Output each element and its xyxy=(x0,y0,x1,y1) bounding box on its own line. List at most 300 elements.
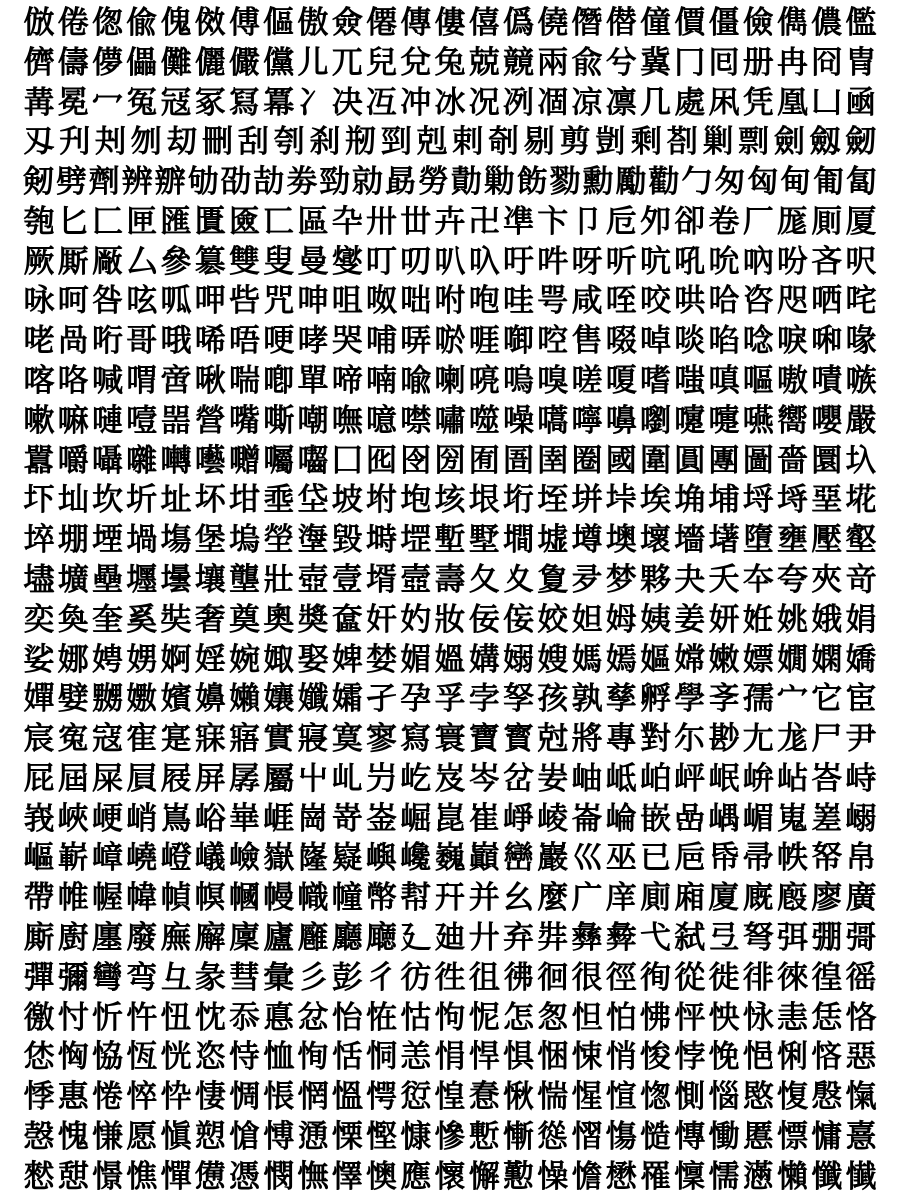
character-glyph: 忖 xyxy=(57,999,89,1036)
character-glyph: 娥 xyxy=(811,601,843,638)
character-glyph: 寃 xyxy=(57,721,89,758)
character-glyph: 吽 xyxy=(537,243,569,280)
character-glyph: 帑 xyxy=(811,840,843,877)
character-glyph: 實 xyxy=(263,721,295,758)
character-glyph: 恟 xyxy=(57,1039,89,1076)
character-glyph: 悋 xyxy=(811,1039,843,1076)
character-glyph: 罹 xyxy=(640,1158,671,1195)
character-glyph: 卆 xyxy=(331,203,363,240)
character-glyph: 圷 xyxy=(23,482,55,519)
character-glyph: 姣 xyxy=(537,601,569,638)
character-glyph: 嚼 xyxy=(57,442,89,479)
character-glyph: 媾 xyxy=(468,641,500,678)
character-glyph: 悖 xyxy=(674,1039,706,1076)
character-glyph: 囹 xyxy=(400,442,432,479)
character-glyph: 佞 xyxy=(468,601,500,638)
character-glyph: 廢 xyxy=(126,919,158,956)
character-glyph: 懌 xyxy=(331,1158,363,1195)
character-glyph: 凾 xyxy=(845,84,877,121)
character-glyph: 丗 xyxy=(400,203,432,240)
character-glyph: 崢 xyxy=(503,800,534,837)
character-glyph: 懺 xyxy=(811,1158,843,1195)
character-glyph: 嬪 xyxy=(160,681,192,718)
character-glyph: 堙 xyxy=(92,522,123,559)
character-glyph: 尅 xyxy=(537,721,569,758)
character-glyph: 岌 xyxy=(434,760,466,797)
character-glyph: 幢 xyxy=(331,880,363,917)
character-glyph: 崔 xyxy=(468,800,500,837)
character-glyph: 恙 xyxy=(400,1039,432,1076)
character-glyph: 匚 xyxy=(92,203,123,240)
character-glyph: 寉 xyxy=(126,721,158,758)
character-glyph: 壥 xyxy=(126,561,158,598)
character-glyph: 廱 xyxy=(297,919,329,956)
character-glyph: 單 xyxy=(297,363,329,400)
character-glyph: 呀 xyxy=(571,243,603,280)
character-glyph: 嚆 xyxy=(537,402,569,439)
character-glyph: 慍 xyxy=(331,1079,363,1116)
character-glyph: 寞 xyxy=(331,721,363,758)
character-glyph: 宦 xyxy=(845,681,877,718)
character-glyph: 剋 xyxy=(416,124,448,161)
character-glyph: 婢 xyxy=(331,641,363,678)
character-glyph: 孕 xyxy=(400,681,432,718)
character-glyph: 弸 xyxy=(811,919,843,956)
character-glyph: 岼 xyxy=(674,760,706,797)
character-glyph: 悴 xyxy=(126,1079,158,1116)
character-glyph: 奕 xyxy=(23,601,55,638)
character-glyph: 勠 xyxy=(549,164,581,201)
character-glyph: 幔 xyxy=(263,880,295,917)
character-glyph: 唸 xyxy=(742,323,774,360)
character-glyph: 剽 xyxy=(738,124,770,161)
character-glyph: 壤 xyxy=(194,561,226,598)
character-glyph: 娉 xyxy=(92,641,123,678)
character-glyph: 峺 xyxy=(92,800,123,837)
character-glyph: 慚 xyxy=(503,1118,534,1155)
character-glyph: 僉 xyxy=(331,5,363,41)
character-glyph: 冢 xyxy=(194,84,226,121)
character-glyph: 惡 xyxy=(845,1039,877,1076)
character-glyph: 弉 xyxy=(537,919,569,956)
character-glyph: 嗟 xyxy=(571,363,603,400)
character-glyph: 娑 xyxy=(23,641,55,678)
character-glyph: 咒 xyxy=(263,283,295,320)
character-glyph: 圖 xyxy=(742,442,774,479)
character-glyph: 峙 xyxy=(845,760,877,797)
character-glyph: 坡 xyxy=(331,482,363,519)
character-glyph: 悄 xyxy=(605,1039,637,1076)
character-sheet xyxy=(22,4,878,1196)
character-glyph: 倣 xyxy=(23,5,55,41)
character-glyph: 吶 xyxy=(742,243,774,280)
character-glyph: 兩 xyxy=(537,44,569,81)
character-glyph: 斈 xyxy=(708,681,740,718)
character-glyph: 唏 xyxy=(194,323,226,360)
character-glyph: 奩 xyxy=(331,601,363,638)
character-glyph: 崛 xyxy=(400,800,432,837)
character-glyph: 夬 xyxy=(674,561,706,598)
character-glyph: 儚 xyxy=(92,44,123,81)
character-glyph: 埆 xyxy=(674,482,706,519)
character-row xyxy=(22,1118,878,1156)
character-glyph: 忻 xyxy=(92,999,123,1036)
character-row xyxy=(22,84,878,122)
character-glyph: 恣 xyxy=(194,1039,226,1076)
character-glyph: 勵 xyxy=(615,164,647,201)
character-glyph: 慯 xyxy=(605,1118,637,1155)
character-glyph: 僥 xyxy=(537,5,569,41)
character-glyph: 咬 xyxy=(640,283,671,320)
character-glyph: 愬 xyxy=(194,1118,226,1155)
character-glyph: 嚶 xyxy=(811,402,843,439)
character-glyph: 嫩 xyxy=(708,641,740,678)
character-glyph: 囿 xyxy=(468,442,500,479)
character-glyph: 彌 xyxy=(57,959,89,996)
character-glyph: 廰 xyxy=(366,919,397,956)
character-glyph: 慱 xyxy=(674,1118,706,1155)
character-glyph: 懃 xyxy=(503,1158,534,1195)
character-glyph: 哥 xyxy=(126,323,158,360)
character-glyph: 孚 xyxy=(434,681,466,718)
character-glyph: 凛 xyxy=(605,84,637,121)
character-glyph: 刔 xyxy=(94,124,126,161)
character-glyph: 壑 xyxy=(845,522,877,559)
character-glyph: 國 xyxy=(605,442,637,479)
character-row xyxy=(22,720,878,758)
character-glyph: 屐 xyxy=(160,760,192,797)
character-glyph: 嗤 xyxy=(674,363,706,400)
character-glyph: 婬 xyxy=(194,641,226,678)
character-glyph: 呱 xyxy=(160,283,192,320)
character-glyph: 壽 xyxy=(434,561,466,598)
character-glyph: 憇 xyxy=(57,1158,89,1195)
character-glyph: 弯 xyxy=(126,959,158,996)
character-glyph: 怫 xyxy=(640,999,671,1036)
character-glyph: 嘛 xyxy=(57,402,89,439)
character-glyph: 儂 xyxy=(811,5,843,41)
character-glyph: 惻 xyxy=(674,1079,706,1116)
character-glyph: 凖 xyxy=(503,203,534,240)
character-glyph: 毀 xyxy=(331,522,363,559)
character-glyph: 憙 xyxy=(845,1118,877,1155)
character-glyph: 營 xyxy=(194,402,226,439)
character-glyph: 厖 xyxy=(777,203,808,240)
character-glyph: 圓 xyxy=(674,442,706,479)
character-glyph: 嵬 xyxy=(777,800,808,837)
character-glyph: 啼 xyxy=(331,363,363,400)
character-glyph: 幄 xyxy=(92,880,123,917)
character-glyph: 卮 xyxy=(605,203,637,240)
character-glyph: 埃 xyxy=(640,482,671,519)
character-glyph: 勗 xyxy=(385,164,417,201)
character-glyph: 嶂 xyxy=(92,840,123,877)
character-glyph: 嵒 xyxy=(674,800,706,837)
character-glyph: 咆 xyxy=(468,283,500,320)
character-glyph: 幟 xyxy=(297,880,329,917)
character-glyph: 塲 xyxy=(160,522,192,559)
character-glyph: 剪 xyxy=(559,124,591,161)
character-glyph: 囘 xyxy=(708,44,740,81)
character-glyph: 哢 xyxy=(400,323,432,360)
character-glyph: 勍 xyxy=(352,164,384,201)
character-glyph: 厠 xyxy=(811,203,843,240)
character-glyph: 喇 xyxy=(434,363,466,400)
character-glyph: 彗 xyxy=(229,959,260,996)
character-glyph: 嬌 xyxy=(845,641,877,678)
character-glyph: 憔 xyxy=(126,1158,158,1195)
character-glyph: 咯 xyxy=(57,363,89,400)
character-glyph: 寥 xyxy=(366,721,397,758)
character-glyph: 甸 xyxy=(780,164,812,201)
character-glyph: 呶 xyxy=(366,283,397,320)
character-glyph: 哦 xyxy=(160,323,192,360)
character-glyph: 恚 xyxy=(777,999,808,1036)
character-glyph: 悧 xyxy=(777,1039,808,1076)
character-glyph: 恠 xyxy=(366,999,397,1036)
character-glyph: 嶮 xyxy=(229,840,260,877)
character-glyph: 吭 xyxy=(640,243,671,280)
character-glyph: 嗜 xyxy=(640,363,671,400)
character-glyph: 咎 xyxy=(92,283,123,320)
character-glyph: 劒 xyxy=(845,124,877,161)
character-glyph: 嘯 xyxy=(434,402,466,439)
character-glyph: 壅 xyxy=(777,522,808,559)
character-glyph: 剏 xyxy=(345,124,377,161)
character-glyph: 寶 xyxy=(468,721,500,758)
character-glyph: 匳 xyxy=(229,203,260,240)
character-glyph: 寰 xyxy=(434,721,466,758)
character-glyph: 偸 xyxy=(126,5,158,41)
character-glyph: 懍 xyxy=(674,1158,706,1195)
character-glyph: 彙 xyxy=(263,959,295,996)
character-glyph: 廖 xyxy=(811,880,843,917)
character-row xyxy=(22,123,878,161)
character-glyph: 兌 xyxy=(400,44,432,81)
character-glyph: 尹 xyxy=(845,721,877,758)
character-glyph: 彡 xyxy=(297,959,329,996)
character-glyph: 咢 xyxy=(537,283,569,320)
character-glyph: 卅 xyxy=(366,203,397,240)
character-glyph: 厂 xyxy=(742,203,774,240)
character-glyph: 嶐 xyxy=(297,840,329,877)
character-glyph: 咤 xyxy=(845,283,877,320)
character-glyph: 埖 xyxy=(845,482,877,519)
character-glyph: 塒 xyxy=(366,522,397,559)
character-glyph: 儺 xyxy=(160,44,192,81)
character-glyph: 哂 xyxy=(811,283,843,320)
character-glyph: 懷 xyxy=(434,1158,466,1195)
character-glyph: 嫋 xyxy=(503,641,534,678)
character-glyph: 囗 xyxy=(331,442,363,479)
character-glyph: 剄 xyxy=(380,124,412,161)
character-glyph: 嗅 xyxy=(537,363,569,400)
character-glyph: 宀 xyxy=(777,681,808,718)
character-glyph: 僊 xyxy=(366,5,397,41)
character-glyph: 冉 xyxy=(777,44,808,81)
character-glyph: 匣 xyxy=(126,203,158,240)
character-glyph: 處 xyxy=(674,84,706,121)
character-glyph: 竸 xyxy=(503,44,534,81)
character-glyph: 傅 xyxy=(229,5,260,41)
character-glyph: 廛 xyxy=(92,919,123,956)
character-glyph: 廐 xyxy=(742,880,774,917)
character-glyph: 岾 xyxy=(777,760,808,797)
character-glyph: 帷 xyxy=(57,880,89,917)
character-glyph: 慟 xyxy=(708,1118,740,1155)
character-glyph: 尨 xyxy=(777,721,808,758)
character-glyph: 廣 xyxy=(845,880,877,917)
character-glyph: 壓 xyxy=(811,522,843,559)
character-glyph: 娜 xyxy=(57,641,89,678)
character-glyph: 嵎 xyxy=(708,800,740,837)
character-row xyxy=(22,999,878,1037)
character-glyph: 妛 xyxy=(537,760,569,797)
character-glyph: 嫗 xyxy=(640,641,671,678)
character-glyph: 麼 xyxy=(537,880,569,917)
character-glyph: 劼 xyxy=(253,164,285,201)
character-glyph: 帙 xyxy=(777,840,808,877)
character-glyph: 囁 xyxy=(92,442,123,479)
character-glyph: 咏 xyxy=(23,283,55,320)
character-glyph: 嗚 xyxy=(503,363,534,400)
character-glyph: 姚 xyxy=(777,601,808,638)
character-glyph: 恫 xyxy=(366,1039,397,1076)
character-glyph: 尠 xyxy=(708,721,740,758)
character-glyph: 塹 xyxy=(434,522,466,559)
character-glyph: 噎 xyxy=(126,402,158,439)
character-glyph: 噐 xyxy=(160,402,192,439)
character-glyph: 叮 xyxy=(366,243,397,280)
character-glyph: 圸 xyxy=(57,482,89,519)
character-glyph: 妲 xyxy=(571,601,603,638)
character-glyph: 尓 xyxy=(674,721,706,758)
character-glyph: 叺 xyxy=(468,243,500,280)
character-glyph: 孱 xyxy=(229,760,260,797)
character-glyph: 惘 xyxy=(297,1079,329,1116)
character-glyph: 崕 xyxy=(263,800,295,837)
character-glyph: 參 xyxy=(160,243,192,280)
character-glyph: 儻 xyxy=(263,44,295,81)
character-glyph: 嘸 xyxy=(331,402,363,439)
character-glyph: 廸 xyxy=(434,919,466,956)
character-glyph: 卩 xyxy=(571,203,603,240)
character-glyph: 嚥 xyxy=(742,402,774,439)
character-glyph: 勦 xyxy=(483,164,515,201)
character-glyph: 憬 xyxy=(92,1158,123,1195)
character-glyph: 區 xyxy=(297,203,329,240)
character-glyph: 兔 xyxy=(434,44,466,81)
character-glyph: 岶 xyxy=(640,760,671,797)
character-glyph: 冦 xyxy=(160,84,192,121)
character-glyph: 屎 xyxy=(92,760,123,797)
character-glyph: 慓 xyxy=(777,1118,808,1155)
character-glyph: 圍 xyxy=(640,442,671,479)
character-glyph: 叭 xyxy=(434,243,466,280)
character-glyph: 孩 xyxy=(537,681,569,718)
character-glyph: 卷 xyxy=(708,203,740,240)
character-glyph: 卉 xyxy=(434,203,466,240)
character-glyph: 徼 xyxy=(23,999,55,1036)
character-glyph: 忤 xyxy=(126,999,158,1036)
character-glyph: 悍 xyxy=(468,1039,500,1076)
character-glyph: 雙 xyxy=(229,243,260,280)
character-glyph: 娵 xyxy=(263,641,295,678)
character-row xyxy=(22,800,878,838)
character-glyph: 寢 xyxy=(297,721,329,758)
character-glyph: 悁 xyxy=(434,1039,466,1076)
character-glyph: 垤 xyxy=(537,482,569,519)
character-glyph: 姙 xyxy=(742,601,774,638)
character-glyph: 幎 xyxy=(194,880,226,917)
character-glyph: 嗽 xyxy=(23,402,55,439)
character-glyph: 惓 xyxy=(92,1079,123,1116)
character-glyph: 懣 xyxy=(742,1158,774,1195)
character-glyph: 啾 xyxy=(194,363,226,400)
character-glyph: 嗔 xyxy=(708,363,740,400)
character-glyph: 厥 xyxy=(23,243,55,280)
character-glyph: 冕 xyxy=(57,84,89,121)
character-row xyxy=(22,919,878,957)
character-glyph: 嗷 xyxy=(777,363,808,400)
character-glyph: 徠 xyxy=(777,959,808,996)
character-glyph: 墅 xyxy=(468,522,500,559)
character-glyph: 劑 xyxy=(88,164,120,201)
character-glyph: 垪 xyxy=(571,482,603,519)
character-glyph: 匆 xyxy=(714,164,746,201)
character-glyph: 吝 xyxy=(811,243,843,280)
character-glyph: 屹 xyxy=(400,760,432,797)
character-glyph: 弋 xyxy=(640,919,671,956)
character-glyph: 唹 xyxy=(434,323,466,360)
character-glyph: 嘲 xyxy=(297,402,329,439)
character-glyph: 愽 xyxy=(263,1118,295,1155)
character-glyph: 專 xyxy=(605,721,637,758)
character-glyph: 嗾 xyxy=(845,363,877,400)
character-glyph: 弃 xyxy=(503,919,534,956)
character-glyph: 忱 xyxy=(194,999,226,1036)
character-glyph: 墻 xyxy=(674,522,706,559)
character-glyph: 價 xyxy=(674,5,706,41)
character-glyph: 吁 xyxy=(503,243,534,280)
character-glyph: 冖 xyxy=(92,84,123,121)
character-glyph: 彖 xyxy=(194,959,226,996)
character-glyph: 匍 xyxy=(813,164,845,201)
character-glyph: 娶 xyxy=(297,641,329,678)
character-glyph: 恂 xyxy=(297,1039,329,1076)
character-glyph: 埀 xyxy=(263,482,295,519)
character-glyph: 慥 xyxy=(640,1118,671,1155)
character-glyph: 辨 xyxy=(121,164,153,201)
character-glyph: 圦 xyxy=(845,442,877,479)
character-glyph: 壼 xyxy=(400,561,432,598)
character-glyph: 峽 xyxy=(57,800,89,837)
character-glyph: 垠 xyxy=(468,482,500,519)
character-glyph: 嚏 xyxy=(708,402,740,439)
character-glyph: 將 xyxy=(571,721,603,758)
character-glyph: 刋 xyxy=(59,124,91,161)
character-glyph: 幺 xyxy=(503,880,534,917)
character-glyph: 應 xyxy=(400,1158,432,1195)
character-glyph: 廡 xyxy=(160,919,192,956)
character-glyph: 惴 xyxy=(537,1079,569,1116)
character-glyph: 冱 xyxy=(366,84,397,121)
character-glyph: 嫺 xyxy=(777,641,808,678)
character-glyph: 呷 xyxy=(194,283,226,320)
character-glyph: 傲 xyxy=(297,5,329,41)
character-glyph: 寤 xyxy=(229,721,260,758)
character-glyph: 孵 xyxy=(640,681,671,718)
